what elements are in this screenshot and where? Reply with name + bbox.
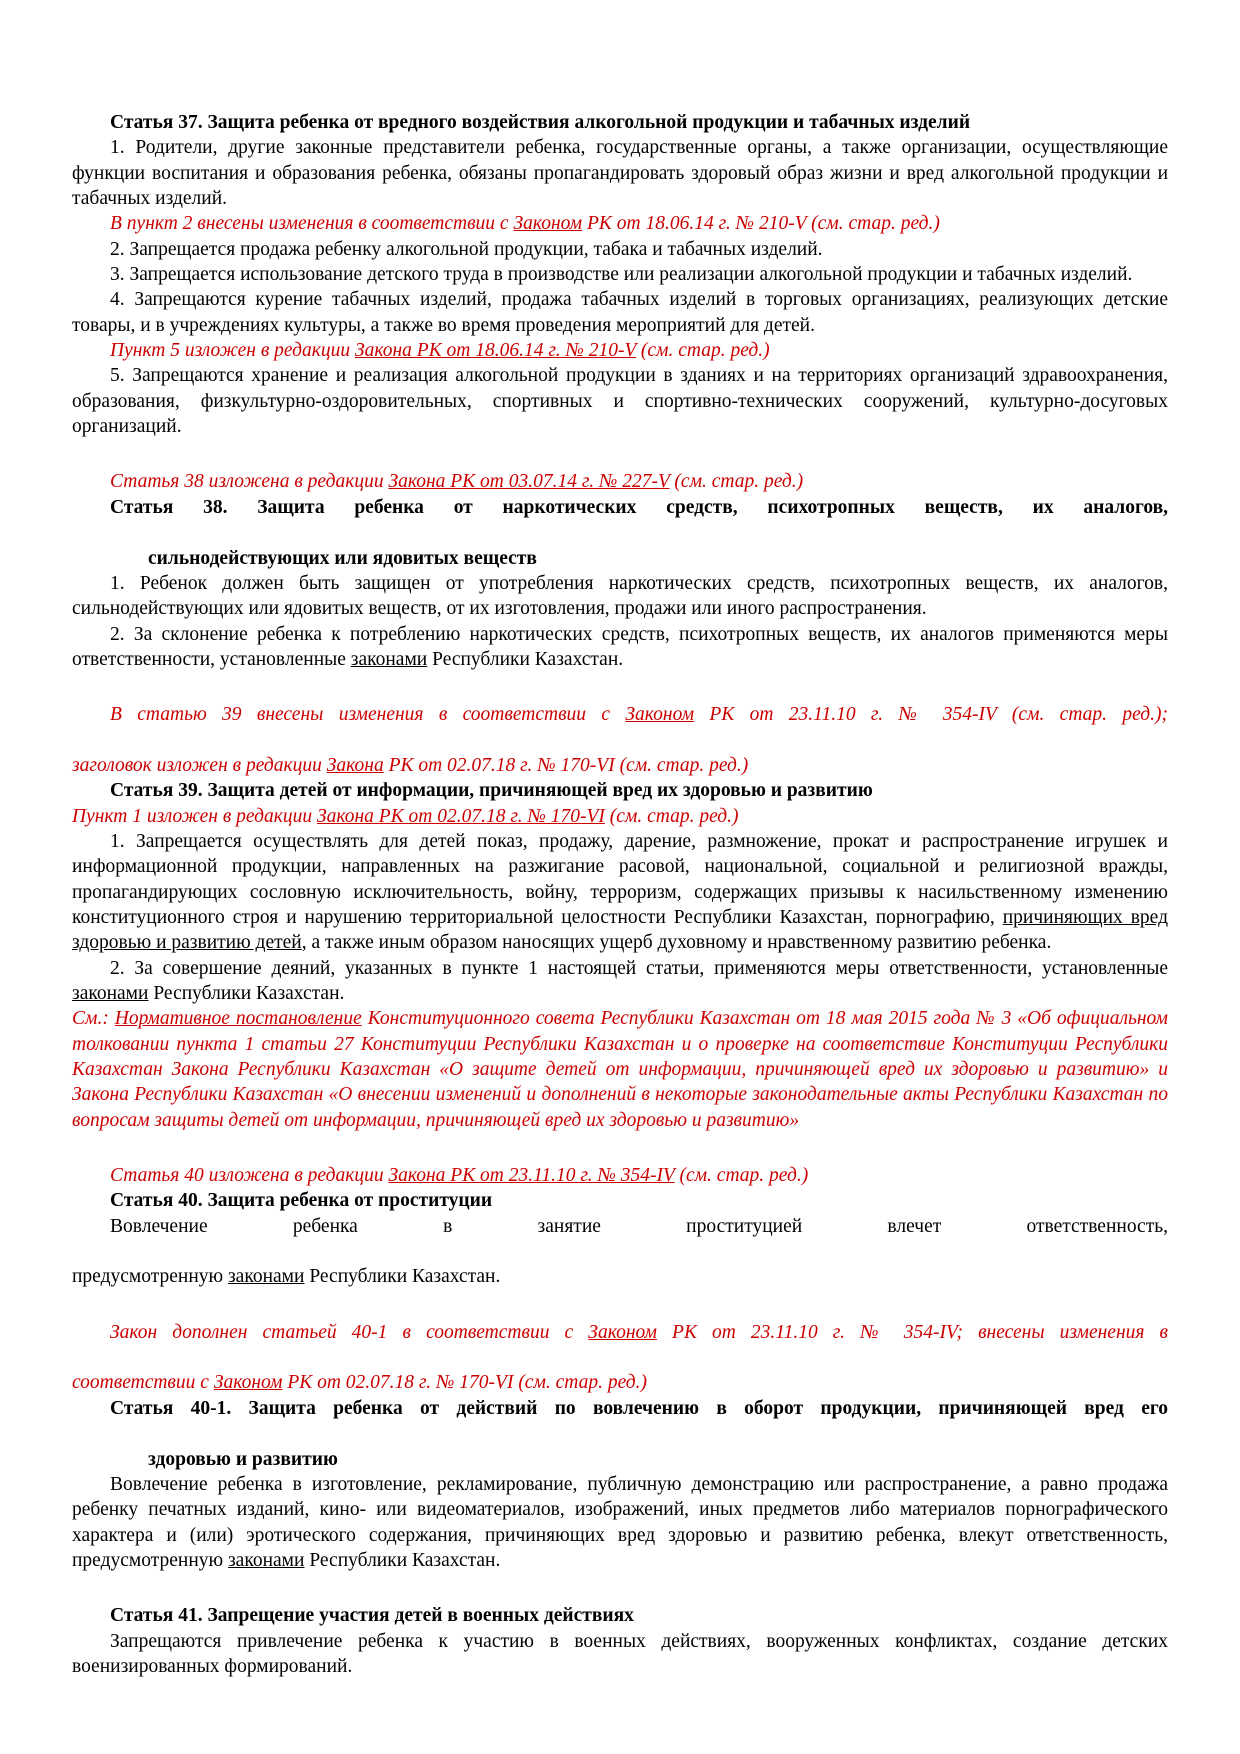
article-40-1-heading bbox=[72, 1396, 1168, 1472]
note-prefix: Статья 40 изложена в редакции bbox=[110, 1165, 389, 1187]
note-line-1 bbox=[72, 704, 1168, 750]
note-prefix: Пункт 1 изложен в редакции bbox=[72, 805, 317, 827]
article-38-heading-line-1: Статья 38. Защита ребенка от наркотических средств, психотропных веществ, их аналогов, bbox=[110, 496, 1168, 518]
article-40-1-heading-line-1: Статья 40-1. Защита ребенка от действий по вовлечению в оборот продукции, причиняющей вред его bbox=[110, 1397, 1168, 1419]
note-suffix: РК от 02.07.18 г. № 170-VI (см. стар. ред.) bbox=[282, 1372, 648, 1394]
note-suffix: РК от 23.11.10 г. № 354-IV; внесены изменения в bbox=[656, 1321, 1168, 1343]
article-37-paragraph-2: 2. Запрещается продажа ребенку алкогольной продукции, табака и табачных изделий. bbox=[110, 238, 823, 260]
note-law-link[interactable]: Законом bbox=[625, 704, 695, 726]
spacer bbox=[72, 439, 1168, 469]
article-39-see-reference bbox=[72, 1006, 1168, 1133]
note-law-link[interactable]: Закона РК от 03.07.14 г. № 227-V bbox=[388, 471, 670, 493]
note-law-link[interactable]: Закона РК от 18.06.14 г. № 210-V bbox=[354, 340, 637, 362]
note-suffix: РК от 18.06.14 г. № 210-V (см. стар. ред.) bbox=[582, 213, 940, 235]
article-40-block bbox=[72, 1163, 1168, 1290]
note-law-link[interactable]: Закона РК от 02.07.18 г. № 170-VI bbox=[316, 805, 605, 827]
note-suffix: РК от 23.11.10 г. № 354-IV (см. стар. ред.); bbox=[694, 704, 1169, 726]
spacer bbox=[72, 672, 1168, 702]
article-40-1-block bbox=[72, 1320, 1168, 1573]
note-law-link[interactable]: Законом bbox=[588, 1321, 657, 1343]
note-prefix: В пункт 2 внесены изменения в соответствии с bbox=[110, 213, 514, 235]
article-37-heading: Статья 37. Защита ребенка от вредного воздействия алкогольной продукции и табачных изделий bbox=[110, 112, 971, 133]
paragraph-text-pre: Вовлечение ребенка в изготовление, рекламирование, публичную демонстрацию или распространение, а равно продажа ребенку печатных изданий, кино- или видеоматериалов, изображений, иных предметов либо материалов порнографического характера и (или) эротического содержания, причиняющих вред здоровью и развитию ребенка, влекут ответственность, предусмотренную bbox=[72, 1473, 1168, 1571]
spacer bbox=[72, 1573, 1168, 1603]
paragraph-text-post: Республики Казахстан. bbox=[148, 983, 345, 1004]
spacer bbox=[72, 1290, 1168, 1320]
article-39-amendment-note-line-1 bbox=[72, 702, 1168, 753]
note-suffix: (см. стар. ред.) bbox=[636, 340, 770, 362]
note-prefix: Закон дополнен статьей 40-1 в соответствии с bbox=[110, 1321, 589, 1343]
note-prefix: Пункт 5 изложен в редакции bbox=[110, 340, 355, 362]
see-text: Конституционного совета Республики Казахстан от 18 мая 2015 года № 3 «Об официальном толковании пункта 1 статьи 27 Конституции Республики Казахстан и о проверке на соответствие Конституции Республики Казахстан Закона Республики Казахстан «О защите детей от информации, причиняющей вред их здоровью и развитию» и Закона Республики Казахстан «О внесении изменений и дополнений в некоторые законодательные акты Республики Казахстан по вопросам защиты детей от информации, причиняющей вред их здоровью и развитию» bbox=[72, 1008, 1168, 1131]
note-suffix: (см. стар. ред.) bbox=[604, 805, 739, 827]
article-37-paragraph-1: 1. Родители, другие законные представители ребенка, государственные органы, а также организации, осуществляющие функции воспитания и образования ребенка, обязаны пропагандировать здоровый образ жизни и вред алкогольной продукции и табачных изделий. bbox=[72, 137, 1168, 210]
article-39-heading: Статья 39. Защита детей от информации, причиняющей вред их здоровью и развитию bbox=[110, 780, 873, 802]
article-41-paragraph-1: Запрещаются привлечение ребенка к участию в военных действиях, вооруженных конфликтах, создание детских военизированных формирований. bbox=[72, 1630, 1168, 1677]
paragraph-text-pre: 2. За склонение ребенка к потреблению наркотических средств, психотропных веществ, их аналогов применяются меры ответственности, установленные bbox=[72, 623, 1168, 670]
article-38-heading-line-2: сильнодействующих или ядовитых веществ bbox=[148, 547, 537, 569]
article-41-block bbox=[72, 1603, 1168, 1679]
article-38-paragraph-1: 1. Ребенок должен быть защищен от употребления наркотических средств, психотропных веществ, их аналогов, сильнодействующих или ядовитых веществ, от их изготовления, продажи или иного распространения. bbox=[72, 572, 1168, 620]
article-39-paragraph-1 bbox=[72, 829, 1168, 956]
article-40-1-amendment-note-line-1 bbox=[72, 1320, 1168, 1371]
article-37-paragraph-4: 4. Запрещаются курение табачных изделий, продажа табачных изделий в торговых организациях, реализующих детские товары, и в учреждениях культуры, а также во время проведения мероприятий для детей. bbox=[72, 289, 1168, 336]
note-suffix: РК от 02.07.18 г. № 170-VI (см. стар. ред.) bbox=[383, 754, 749, 776]
note-prefix: соответствии с bbox=[72, 1372, 214, 1394]
note-line-1 bbox=[72, 1322, 1168, 1368]
article-37-paragraph-3: 3. Запрещается использование детского труда в производстве или реализации алкогольной продукции и табачных изделий. bbox=[110, 264, 1133, 286]
paragraph-text-pre: 1. Запрещается осуществлять для детей показ, продажу, дарение, размножение, прокат и распространение игрушек и информационной продукции, направленных на разжигание расовой, национальной, социальной и религиозной вражды, пропагандирующих сословную исключительность, войну, терроризм, содержащих призывы к насильственному изменению конституционного строя и нарушению территориальной целостности Республики Казахстан, порнографию, bbox=[72, 830, 1168, 928]
article-41-heading: Статья 41. Запрещение участия детей в военных действиях bbox=[110, 1605, 634, 1627]
note-law-link[interactable]: Закона РК от 23.11.10 г. № 354-IV bbox=[388, 1165, 675, 1187]
article-40-heading: Статья 40. Защита ребенка от проституции bbox=[110, 1190, 493, 1212]
article-38-amendment-note bbox=[72, 469, 1168, 494]
article-39-paragraph-2 bbox=[72, 956, 1168, 1007]
paragraph-text-post: Республики Казахстан. bbox=[304, 1266, 501, 1288]
article-40-1-paragraph-1 bbox=[72, 1472, 1168, 1573]
note-law-link[interactable]: Законом bbox=[213, 1372, 283, 1394]
article-38-block bbox=[72, 469, 1168, 672]
article-40-paragraph-1 bbox=[72, 1214, 1168, 1290]
article-40-1-amendment-note-line-2 bbox=[72, 1370, 1168, 1395]
article-37-amendment-note-1 bbox=[72, 211, 1168, 236]
paragraph-text-post: , а также иным образом наносящих ущерб духовному и нравственному развитию ребенка. bbox=[301, 932, 1052, 954]
paragraph-text-post: Республики Казахстан. bbox=[427, 648, 624, 670]
article-39-paragraph-1-note bbox=[72, 804, 1168, 829]
article-40-1-heading-line-2: здоровью и развитию bbox=[148, 1448, 338, 1470]
article-37-amendment-note-2 bbox=[72, 338, 1168, 363]
note-prefix: В статью 39 внесены изменения в соответствии с bbox=[110, 704, 626, 726]
laws-link[interactable]: законами bbox=[350, 648, 428, 670]
note-suffix: (см. стар. ред.) bbox=[674, 1165, 809, 1187]
see-prefix: См.: bbox=[72, 1008, 115, 1030]
harm-to-health-link[interactable]: причиняющих вред здоровью и развитию детей bbox=[72, 906, 1168, 954]
spacer bbox=[72, 1133, 1168, 1163]
article-38-heading bbox=[72, 495, 1168, 571]
paragraph-text-pre: 2. За совершение деяний, указанных в пункте 1 настоящей статьи, применяются меры ответственности, установленные bbox=[110, 957, 1168, 979]
note-suffix: (см. стар. ред.) bbox=[669, 471, 804, 493]
article-40-amendment-note bbox=[72, 1163, 1168, 1188]
article-37-block bbox=[72, 110, 1168, 439]
laws-link[interactable]: законами bbox=[72, 983, 149, 1004]
note-law-link[interactable]: Законом bbox=[513, 213, 583, 235]
article-37-paragraph-5: 5. Запрещаются хранение и реализация алкогольной продукции в зданиях и на территориях организаций здравоохранения, образования, физкультурно-оздоровительных, спортивных и спортивно-технических сооружений, культурно-досуговых организаций. bbox=[72, 365, 1168, 438]
note-prefix: заголовок изложен в редакции bbox=[72, 754, 327, 776]
paragraph-text-post: Республики Казахстан. bbox=[304, 1549, 501, 1571]
article-38-paragraph-2 bbox=[72, 622, 1168, 673]
article-39-block bbox=[72, 702, 1168, 1133]
normative-resolution-link[interactable]: Нормативное постановление bbox=[114, 1008, 362, 1030]
paragraph-text-pre: предусмотренную bbox=[72, 1266, 228, 1288]
note-prefix: Статья 38 изложена в редакции bbox=[110, 471, 389, 493]
article-39-amendment-note-line-2 bbox=[72, 753, 1168, 778]
laws-link[interactable]: законами bbox=[227, 1266, 305, 1288]
note-law-link[interactable]: Закона bbox=[326, 754, 384, 776]
laws-link[interactable]: законами bbox=[227, 1549, 305, 1571]
paragraph-line-1: Вовлечение ребенка в занятие проституцией влечет ответственность, bbox=[110, 1215, 1168, 1237]
